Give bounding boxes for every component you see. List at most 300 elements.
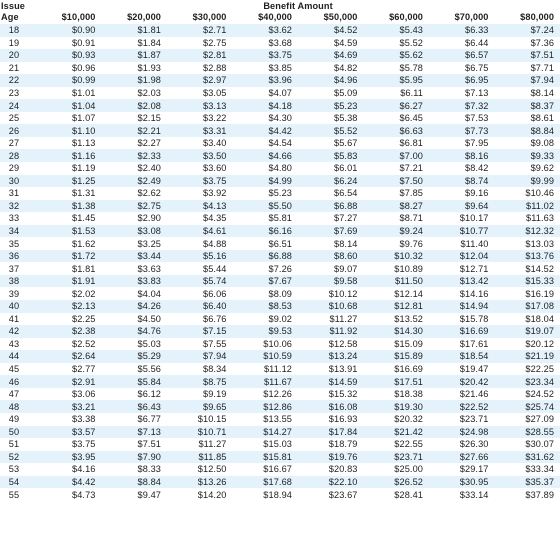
premium-cell: $5.23	[334, 100, 358, 111]
premium-cell: $0.91	[72, 37, 96, 48]
premium-cell: $9.02	[268, 313, 292, 324]
premium-cell: $12.81	[394, 301, 423, 312]
premium-cell: $5.03	[137, 338, 161, 349]
premium-cell: $17.84	[328, 426, 358, 437]
premium-cell: $4.54	[268, 138, 292, 149]
premium-cell: $23.34	[525, 376, 555, 387]
table-row	[0, 426, 560, 439]
premium-cell: $7.50	[399, 175, 423, 186]
premium-cell: $11.27	[329, 313, 358, 324]
benefit-amount-column-header: $50,000	[323, 11, 358, 22]
premium-cell: $10.71	[197, 426, 227, 437]
table-row	[0, 438, 560, 451]
premium-cell: $3.38	[72, 414, 96, 425]
premium-cell: $8.14	[334, 238, 358, 249]
issue-age-cell: 31	[8, 188, 20, 199]
premium-cell: $7.24	[530, 25, 555, 36]
premium-cell: $8.33	[137, 464, 161, 475]
premium-cell: $22.55	[394, 439, 423, 450]
premium-cell: $9.19	[203, 389, 227, 400]
premium-cell: $9.16	[465, 188, 489, 199]
premium-cell: $16.08	[328, 401, 358, 412]
premium-cell: $20.32	[394, 414, 423, 425]
premium-cell: $12.32	[525, 226, 555, 237]
premium-cell: $9.76	[399, 238, 423, 249]
premium-cell: $1.07	[72, 113, 96, 124]
benefit-amount-column-header: $80,000	[520, 11, 555, 22]
premium-cell: $2.21	[137, 125, 161, 136]
premium-cell: $13.42	[459, 276, 489, 287]
premium-cell: $7.00	[399, 150, 423, 161]
premium-cell: $9.58	[334, 276, 358, 287]
premium-cell: $3.92	[203, 188, 227, 199]
premium-cell: $0.93	[72, 50, 96, 61]
premium-cell: $3.05	[203, 88, 227, 98]
premium-cell: $3.22	[203, 113, 227, 124]
premium-cell: $13.91	[328, 364, 358, 375]
premium-cell: $17.68	[263, 476, 292, 487]
issue-age-cell: 32	[8, 200, 20, 211]
premium-cell: $3.31	[203, 125, 227, 136]
premium-cell: $6.11	[400, 88, 423, 98]
premium-cell: $5.67	[334, 138, 358, 149]
premium-cell: $8.09	[268, 288, 292, 299]
premium-cell: $7.85	[399, 188, 423, 199]
premium-cell: $14.20	[197, 489, 227, 500]
premium-cell: $1.87	[137, 50, 161, 61]
premium-cell: $9.07	[334, 263, 358, 274]
premium-cell: $7.51	[530, 50, 555, 61]
premium-cell: $26.30	[459, 439, 489, 450]
premium-cell: $4.99	[268, 175, 292, 186]
premium-cell: $7.55	[203, 338, 227, 349]
table-row	[0, 313, 560, 326]
premium-cell: $23.67	[328, 489, 358, 500]
premium-cell: $9.08	[530, 138, 555, 149]
premium-cell: $1.10	[72, 125, 96, 136]
premium-cell: $7.73	[465, 125, 489, 136]
benefit-amount-column-header: $70,000	[454, 11, 489, 22]
premium-cell: $18.54	[459, 351, 489, 362]
premium-cell: $6.44	[465, 37, 489, 48]
premium-cell: $6.57	[465, 50, 489, 61]
premium-cell: $22.25	[525, 364, 555, 375]
premium-cell: $2.75	[203, 37, 227, 48]
premium-cell: $17.51	[394, 376, 423, 387]
table-row	[0, 338, 560, 351]
premium-cell: $6.24	[334, 175, 358, 186]
premium-cell: $6.51	[268, 238, 292, 249]
premium-cell: $9.53	[268, 326, 292, 337]
issue-age-cell: 37	[8, 263, 20, 274]
table-row	[0, 187, 560, 200]
premium-cell: $2.08	[137, 100, 161, 111]
premium-cell: $10.32	[394, 251, 423, 262]
premium-cell: $8.14	[530, 88, 555, 98]
issue-age-cell: 49	[8, 414, 20, 425]
premium-cell: $2.88	[203, 62, 227, 73]
premium-cell: $7.94	[530, 75, 555, 86]
premium-cell: $35.37	[525, 476, 555, 487]
premium-cell: $8.42	[465, 163, 489, 174]
premium-cell: $1.04	[72, 100, 96, 111]
premium-cell: $6.88	[268, 251, 292, 262]
benefit-amount-header: Benefit Amount	[263, 0, 333, 11]
table-row	[0, 350, 560, 363]
benefit-amount-column-header: $30,000	[192, 11, 227, 22]
premium-cell: $3.25	[137, 238, 161, 249]
issue-age-cell: 38	[8, 276, 20, 287]
premium-cell: $2.90	[137, 213, 161, 224]
premium-cell: $13.55	[263, 414, 292, 425]
premium-cell: $6.54	[334, 188, 358, 199]
premium-cell: $9.99	[530, 175, 555, 186]
premium-cell: $1.31	[72, 188, 96, 199]
premium-cell: $7.90	[137, 451, 161, 462]
premium-cell: $7.95	[465, 138, 489, 149]
premium-cell: $8.60	[334, 251, 358, 262]
premium-cell: $10.77	[459, 226, 489, 237]
premium-cell: $8.34	[203, 364, 227, 375]
premium-cell: $10.68	[328, 301, 358, 312]
premium-cell: $8.74	[465, 175, 489, 186]
premium-cell: $16.19	[525, 288, 555, 299]
benefit-amount-column-header: $20,000	[127, 11, 161, 22]
premium-cell: $2.97	[203, 75, 227, 86]
premium-cell: $20.42	[459, 376, 489, 387]
table-row	[0, 225, 560, 238]
premium-cell: $3.75	[72, 439, 96, 450]
premium-cell: $1.25	[72, 175, 96, 186]
premium-cell: $5.83	[334, 150, 358, 161]
premium-cell: $15.89	[394, 351, 423, 362]
premium-cell: $7.13	[465, 88, 489, 98]
premium-cell: $13.03	[525, 238, 555, 249]
premium-cell: $8.16	[465, 150, 489, 161]
premium-cell: $7.51	[137, 439, 161, 450]
premium-cell: $21.46	[459, 389, 489, 400]
premium-cell: $19.07	[525, 326, 555, 337]
premium-cell: $15.09	[394, 338, 423, 349]
table-row	[0, 488, 560, 501]
premium-cell: $16.93	[328, 414, 358, 425]
premium-cell: $33.34	[525, 464, 555, 475]
premium-cell: $21.19	[525, 351, 555, 362]
premium-cell: $4.69	[334, 50, 358, 61]
premium-cell: $7.53	[465, 113, 489, 124]
issue-age-cell: 30	[8, 175, 20, 186]
issue-age-cell: 18	[8, 25, 20, 36]
premium-cell: $1.84	[137, 37, 161, 48]
premium-cell: $3.95	[72, 451, 96, 462]
premium-cell: $6.88	[334, 200, 358, 211]
premium-cell: $10.15	[197, 414, 227, 425]
issue-age-cell: 22	[8, 75, 20, 86]
premium-cell: $11.50	[394, 276, 423, 287]
table-row	[0, 413, 560, 426]
premium-cell: $6.16	[268, 226, 292, 237]
premium-cell: $3.75	[203, 175, 227, 186]
header-column-row	[0, 11, 560, 24]
table-row	[0, 99, 560, 112]
premium-cell: $4.96	[334, 75, 358, 86]
premium-cell: $3.50	[203, 150, 227, 161]
premium-cell: $7.32	[465, 100, 489, 111]
premium-cell: $0.90	[72, 25, 96, 36]
issue-age-cell: 41	[8, 313, 20, 324]
premium-cell: $1.45	[72, 213, 96, 224]
premium-cell: $25.74	[525, 401, 555, 412]
table-row	[0, 400, 560, 413]
table-row	[0, 112, 560, 125]
premium-cell: $10.59	[263, 351, 292, 362]
premium-cell: $5.23	[268, 188, 292, 199]
premium-cell: $15.78	[459, 313, 489, 324]
premium-cell: $6.43	[137, 401, 161, 412]
table-row	[0, 451, 560, 464]
benefit-amount-column-header: $10,000	[61, 11, 96, 22]
premium-cell: $8.75	[203, 376, 227, 387]
table-row	[0, 87, 560, 100]
premium-cell: $5.52	[399, 37, 423, 48]
premium-cell: $5.43	[399, 25, 423, 36]
premium-cell: $7.15	[203, 326, 227, 337]
age-header-label: Age	[1, 11, 19, 22]
premium-cell: $18.38	[394, 389, 423, 400]
issue-age-cell: 34	[8, 226, 20, 237]
table-row	[0, 74, 560, 87]
premium-cell: $2.49	[137, 175, 161, 186]
issue-age-cell: 54	[8, 476, 20, 487]
premium-cell: $23.71	[459, 414, 489, 425]
premium-cell: $6.40	[203, 301, 227, 312]
premium-cell: $14.59	[328, 376, 358, 387]
issue-age-cell: 29	[8, 163, 20, 174]
premium-cell: $5.84	[137, 376, 161, 387]
issue-age-cell: 45	[8, 364, 20, 375]
issue-age-cell: 24	[8, 100, 20, 111]
premium-cell: $1.19	[72, 163, 96, 174]
premium-cell: $9.64	[465, 200, 489, 211]
issue-age-cell: 43	[8, 338, 20, 349]
issue-age-cell: 51	[8, 439, 20, 450]
premium-cell: $7.67	[268, 276, 292, 287]
table-row	[0, 124, 560, 137]
table-row	[0, 37, 560, 50]
premium-cell: $10.12	[328, 288, 358, 299]
table-row	[0, 463, 560, 476]
premium-cell: $9.65	[203, 401, 227, 412]
premium-cell: $2.77	[72, 364, 96, 375]
premium-cell: $1.81	[137, 25, 161, 36]
premium-cell: $19.47	[459, 364, 489, 375]
premium-cell: $18.04	[525, 313, 555, 324]
issue-age-cell: 42	[8, 326, 20, 337]
premium-cell: $4.50	[137, 313, 161, 324]
premium-cell: $3.83	[137, 276, 161, 287]
table-row	[0, 300, 560, 313]
premium-cell: $2.91	[72, 376, 96, 387]
premium-cell: $1.01	[72, 88, 96, 98]
premium-cell: $6.01	[334, 163, 358, 174]
premium-cell: $6.06	[203, 288, 227, 299]
premium-cell: $1.81	[72, 263, 96, 274]
premium-cell: $5.44	[203, 263, 227, 274]
premium-cell: $11.92	[329, 326, 358, 337]
premium-cell: $28.55	[525, 426, 555, 437]
premium-cell: $3.60	[203, 163, 227, 174]
premium-cell: $8.84	[530, 125, 555, 136]
premium-cell: $27.09	[525, 414, 555, 425]
premium-cell: $5.95	[399, 75, 423, 86]
premium-cell: $2.33	[137, 150, 161, 161]
premium-cell: $4.30	[268, 113, 292, 124]
premium-cell: $2.81	[203, 50, 227, 61]
premium-cell: $6.95	[465, 75, 489, 86]
premium-cell: $3.40	[203, 138, 227, 149]
premium-cell: $15.33	[525, 276, 555, 287]
premium-cell: $19.76	[328, 451, 358, 462]
table-row	[0, 250, 560, 263]
premium-cell: $22.52	[459, 401, 489, 412]
premium-cell: $5.56	[137, 364, 161, 375]
premium-cell: $14.16	[459, 288, 489, 299]
premium-cell: $9.47	[137, 489, 161, 500]
premium-cell: $3.57	[72, 426, 96, 437]
table-row	[0, 149, 560, 162]
premium-cell: $15.03	[263, 439, 292, 450]
premium-cell: $7.21	[399, 163, 423, 174]
premium-cell: $2.03	[137, 88, 161, 98]
premium-cell: $2.64	[72, 351, 96, 362]
premium-cell: $4.42	[72, 476, 96, 487]
premium-cell: $7.13	[137, 426, 161, 437]
issue-age-cell: 46	[8, 376, 20, 387]
premium-cell: $3.85	[268, 62, 292, 73]
issue-age-cell: 28	[8, 150, 20, 161]
premium-cell: $6.12	[137, 389, 161, 400]
premium-cell: $24.52	[525, 389, 555, 400]
premium-cell: $7.36	[530, 37, 555, 48]
premium-cell: $12.71	[459, 263, 489, 274]
premium-cell: $5.78	[399, 62, 423, 73]
premium-cell: $18.94	[263, 489, 292, 500]
issue-age-cell: 33	[8, 213, 20, 224]
premium-cell: $8.37	[530, 100, 555, 111]
premium-cell: $5.74	[203, 276, 227, 287]
premium-cell: $12.50	[197, 464, 227, 475]
premium-cell: $30.95	[459, 476, 489, 487]
premium-cell: $1.93	[137, 62, 161, 73]
issue-age-cell: 35	[8, 238, 20, 249]
premium-cell: $29.17	[459, 464, 489, 475]
table-row	[0, 24, 560, 37]
premium-cell: $25.00	[394, 464, 423, 475]
premium-cell: $5.09	[334, 88, 358, 98]
issue-age-cell: 50	[8, 426, 20, 437]
premium-cell: $7.26	[268, 263, 292, 274]
premium-cell: $8.53	[268, 301, 292, 312]
premium-cell: $11.85	[198, 451, 227, 462]
premium-cell: $1.91	[72, 276, 96, 287]
premium-cell: $3.96	[268, 75, 292, 86]
premium-cell: $30.07	[525, 439, 555, 450]
table-row	[0, 388, 560, 401]
premium-cell: $1.13	[72, 138, 96, 149]
premium-cell: $37.89	[525, 489, 555, 500]
table-row	[0, 363, 560, 376]
premium-cell: $2.27	[137, 138, 161, 149]
premium-cell: $1.16	[72, 150, 96, 161]
issue-age-cell: 52	[8, 451, 20, 462]
issue-age-cell: 21	[8, 62, 20, 73]
premium-cell: $4.18	[268, 100, 292, 111]
premium-cell: $12.26	[263, 389, 292, 400]
issue-age-cell: 23	[8, 88, 20, 98]
issue-age-cell: 36	[8, 251, 20, 262]
premium-cell: $7.94	[203, 351, 227, 362]
table-row	[0, 49, 560, 62]
premium-cell: $26.52	[394, 476, 423, 487]
premium-cell: $8.84	[137, 476, 161, 487]
premium-cell: $4.42	[268, 125, 292, 136]
premium-cell: $6.45	[399, 113, 423, 124]
issue-age-cell: 19	[8, 37, 20, 48]
premium-cell: $16.69	[394, 364, 423, 375]
table-row	[0, 137, 560, 150]
premium-cell: $18.79	[328, 439, 358, 450]
issue-age-cell: 53	[8, 464, 20, 475]
premium-cell: $13.76	[525, 251, 555, 262]
premium-cell: $10.46	[525, 188, 555, 199]
premium-cell: $6.81	[399, 138, 423, 149]
issue-age-cell: 39	[8, 288, 20, 299]
premium-cell: $2.71	[203, 25, 227, 36]
premium-cell: $3.08	[137, 226, 161, 237]
premium-cell: $20.83	[328, 464, 358, 475]
premium-cell: $1.53	[72, 226, 96, 237]
table-header	[0, 0, 560, 24]
premium-cell: $2.13	[72, 301, 96, 312]
premium-cell: $14.30	[394, 326, 423, 337]
premium-cell: $4.76	[137, 326, 161, 337]
issue-age-cell: 25	[8, 113, 20, 124]
premium-cell: $4.13	[203, 200, 227, 211]
premium-cell: $4.16	[72, 464, 96, 475]
premium-cell: $4.07	[268, 88, 292, 98]
table-row	[0, 476, 560, 489]
premium-cell: $14.27	[263, 426, 292, 437]
premium-cell: $1.72	[72, 251, 96, 262]
premium-cell: $6.33	[465, 25, 489, 36]
premium-cell: $7.27	[334, 213, 358, 224]
premium-cell: $6.75	[465, 62, 489, 73]
premium-cell: $5.29	[137, 351, 161, 362]
premium-cell: $4.26	[137, 301, 161, 312]
premium-cell: $2.40	[137, 163, 161, 174]
premium-cell: $8.61	[530, 113, 555, 124]
table-row	[0, 175, 560, 188]
premium-cell: $12.04	[459, 251, 489, 262]
table-row	[0, 237, 560, 250]
premium-cell: $15.81	[263, 451, 292, 462]
issue-age-cell: 26	[8, 125, 20, 136]
premium-cell: $12.86	[263, 401, 292, 412]
premium-cell: $13.26	[197, 476, 227, 487]
premium-cell: $17.08	[525, 301, 555, 312]
table-row	[0, 212, 560, 225]
table-row	[0, 200, 560, 213]
